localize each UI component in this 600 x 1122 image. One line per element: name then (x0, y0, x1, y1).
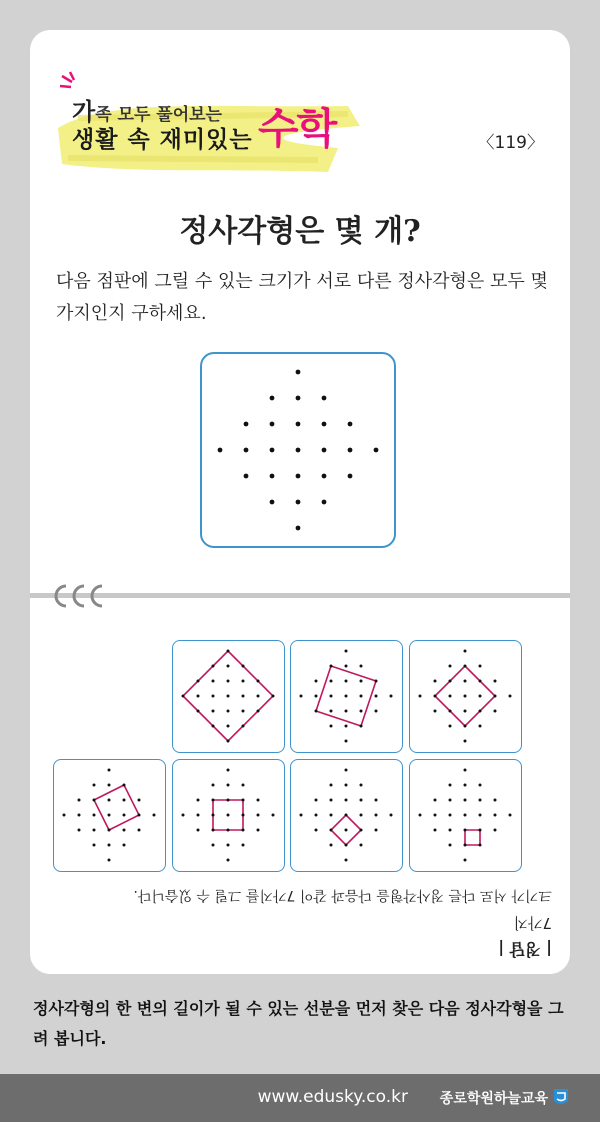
grid-dot (63, 814, 66, 817)
grid-dot (257, 710, 260, 713)
grid-dot (108, 769, 111, 772)
grid-dot (434, 695, 437, 698)
grid-dot (227, 650, 230, 653)
binder-rings-icon (52, 579, 116, 613)
grid-dot (330, 725, 333, 728)
grid-dot (212, 725, 215, 728)
grid-dot (315, 829, 318, 832)
grid-dot (296, 526, 301, 531)
grid-dot (360, 784, 363, 787)
grid-dot (360, 814, 363, 817)
grid-dot (78, 814, 81, 817)
grid-dot (227, 814, 230, 817)
grid-dot (345, 710, 348, 713)
square-outline (465, 830, 480, 845)
answer-dot-grid (291, 760, 401, 870)
answer-board-3 (409, 640, 522, 753)
grid-dot (330, 829, 333, 832)
grid-dot (227, 829, 230, 832)
grid-dot (93, 799, 96, 802)
grid-dot (479, 844, 482, 847)
grid-dot (93, 784, 96, 787)
upside-down-answer (54, 880, 564, 962)
math-label: 수학 (258, 104, 336, 153)
grid-dot (464, 769, 467, 772)
grid-dot (345, 784, 348, 787)
grid-dot (464, 650, 467, 653)
grid-dot (345, 799, 348, 802)
grid-dot (138, 799, 141, 802)
grid-dot (212, 784, 215, 787)
grid-dot (123, 784, 126, 787)
grid-dot (360, 665, 363, 668)
grid-dot (257, 799, 260, 802)
grid-dot (242, 784, 245, 787)
grid-dot (464, 799, 467, 802)
grid-dot (348, 422, 353, 427)
grid-dot (330, 710, 333, 713)
grid-dot (227, 680, 230, 683)
grid-dot (360, 844, 363, 847)
grid-dot (182, 814, 185, 817)
grid-dot (330, 680, 333, 683)
grid-dot (270, 500, 275, 505)
website-link[interactable]: www.edusky.co.kr (257, 1087, 408, 1107)
grid-dot (93, 829, 96, 832)
grid-dot (464, 844, 467, 847)
grid-dot (434, 680, 437, 683)
grid-dot (345, 725, 348, 728)
grid-dot (242, 695, 245, 698)
grid-dot (464, 680, 467, 683)
grid-dot (315, 695, 318, 698)
grid-dot (296, 474, 301, 479)
grid-dot (272, 695, 275, 698)
grid-dot (345, 650, 348, 653)
grid-dot (197, 695, 200, 698)
grid-dot (197, 829, 200, 832)
grid-dot (449, 680, 452, 683)
grid-dot (322, 500, 327, 505)
hint-text: 정사각형의 한 변의 길이가 될 수 있는 선분을 먼저 찾은 다음 정사각형을 그려 봅니다. (33, 999, 564, 1048)
grid-dot (494, 799, 497, 802)
grid-dot (242, 844, 245, 847)
grid-dot (123, 814, 126, 817)
grid-dot (419, 695, 422, 698)
grid-dot (227, 725, 230, 728)
grid-dot (348, 448, 353, 453)
grid-dot (322, 422, 327, 427)
grid-dot (360, 725, 363, 728)
grid-dot (212, 680, 215, 683)
grid-dot (138, 829, 141, 832)
grid-dot (227, 799, 230, 802)
grid-dot (212, 814, 215, 817)
grid-dot (464, 829, 467, 832)
grid-dot (270, 396, 275, 401)
grid-dot (494, 710, 497, 713)
grid-dot (123, 799, 126, 802)
grid-dot (449, 784, 452, 787)
grid-dot (212, 799, 215, 802)
grid-dot (494, 680, 497, 683)
grid-dot (345, 829, 348, 832)
grid-dot (218, 448, 223, 453)
grid-dot (257, 680, 260, 683)
grid-dot (227, 710, 230, 713)
grid-dot (270, 422, 275, 427)
answer-board-6 (290, 759, 403, 872)
series-title-first-char: 가 (72, 98, 96, 126)
grid-dot (108, 784, 111, 787)
series-title-line2: 생활 속 재미있는 (72, 127, 253, 153)
grid-dot (242, 814, 245, 817)
grid-dot (138, 814, 141, 817)
grid-dot (375, 829, 378, 832)
square-outline (94, 785, 139, 830)
grid-dot (464, 784, 467, 787)
grid-dot (296, 448, 301, 453)
answer-board-1 (172, 640, 285, 753)
grid-dot (242, 829, 245, 832)
grid-dot (330, 844, 333, 847)
grid-dot (464, 695, 467, 698)
answer-dot-grid (410, 641, 520, 751)
answer-explanation: 크기가 서로 다른 정사각형을 다음과 같이 7가지를 그릴 수 있습니다. (133, 887, 552, 903)
grid-dot (257, 695, 260, 698)
grid-dot (479, 695, 482, 698)
grid-dot (375, 695, 378, 698)
grid-dot (375, 799, 378, 802)
grid-dot (464, 725, 467, 728)
grid-dot (464, 859, 467, 862)
grid-dot (197, 799, 200, 802)
question-dot-board (200, 352, 396, 548)
grid-dot (390, 814, 393, 817)
grid-dot (479, 784, 482, 787)
problem-title: 정사각형은 몇 개? (179, 214, 421, 249)
grid-dot (464, 665, 467, 668)
grid-dot (244, 448, 249, 453)
grid-dot (330, 814, 333, 817)
grid-dot (449, 829, 452, 832)
series-title-rest: 족 모두 풀어보는 (95, 105, 222, 125)
grid-dot (434, 799, 437, 802)
grid-dot (212, 844, 215, 847)
grid-dot (345, 769, 348, 772)
grid-dot (330, 665, 333, 668)
grid-dot (330, 799, 333, 802)
grid-dot (227, 740, 230, 743)
grid-dot (345, 859, 348, 862)
grid-dot (242, 680, 245, 683)
grid-dot (108, 829, 111, 832)
grid-dot (509, 695, 512, 698)
grid-dot (212, 695, 215, 698)
grid-dot (479, 799, 482, 802)
grid-dot (449, 710, 452, 713)
grid-dot (227, 784, 230, 787)
grid-dot (296, 370, 301, 375)
issue-number: 〈119〉 (477, 133, 544, 153)
grid-dot (479, 725, 482, 728)
grid-dot (449, 665, 452, 668)
grid-dot (315, 799, 318, 802)
grid-dot (315, 710, 318, 713)
grid-dot (244, 474, 249, 479)
grid-dot (464, 710, 467, 713)
grid-dot (360, 695, 363, 698)
grid-dot (315, 814, 318, 817)
problem-card (30, 30, 570, 974)
grid-dot (434, 814, 437, 817)
grid-dot (197, 680, 200, 683)
grid-dot (227, 844, 230, 847)
grid-dot (315, 680, 318, 683)
answer-board-5 (172, 759, 285, 872)
brand-name: 종로학원하늘교육 (439, 1091, 548, 1107)
answer-board-2 (290, 640, 403, 753)
grid-dot (322, 448, 327, 453)
grid-dot (272, 814, 275, 817)
grid-dot (479, 665, 482, 668)
grid-dot (449, 799, 452, 802)
grid-dot (197, 710, 200, 713)
answer-board-7 (409, 759, 522, 872)
grid-dot (227, 695, 230, 698)
grid-dot (345, 740, 348, 743)
answer-board-4 (53, 759, 166, 872)
answer-short: 7가지 (513, 914, 552, 932)
grid-dot (479, 680, 482, 683)
answer-dot-grid (54, 760, 164, 870)
grid-dot (449, 844, 452, 847)
grid-dot (300, 814, 303, 817)
grid-dot (464, 814, 467, 817)
footer-bar (0, 1074, 600, 1122)
problem-question: 다음 점판에 그릴 수 있는 크기가 서로 다른 정사각형은 모두 몇 가지인지 구하세요. (56, 271, 548, 324)
grid-dot (212, 710, 215, 713)
grid-dot (434, 710, 437, 713)
grid-dot (322, 396, 327, 401)
grid-dot (345, 814, 348, 817)
answer-dot-grid (410, 760, 520, 870)
grid-dot (123, 829, 126, 832)
grid-dot (182, 695, 185, 698)
grid-dot (93, 844, 96, 847)
grid-dot (227, 769, 230, 772)
grid-dot (494, 814, 497, 817)
grid-dot (93, 814, 96, 817)
grid-dot (360, 799, 363, 802)
grid-dot (479, 814, 482, 817)
grid-dot (78, 799, 81, 802)
grid-dot (212, 665, 215, 668)
grid-dot (330, 695, 333, 698)
grid-dot (348, 474, 353, 479)
grid-dot (509, 814, 512, 817)
grid-dot (419, 814, 422, 817)
grid-dot (375, 814, 378, 817)
grid-dot (108, 799, 111, 802)
grid-dot (449, 814, 452, 817)
grid-dot (108, 814, 111, 817)
grid-dot (464, 740, 467, 743)
grid-dot (345, 844, 348, 847)
grid-dot (374, 448, 379, 453)
grid-dot (375, 680, 378, 683)
grid-dot (494, 695, 497, 698)
grid-dot (322, 474, 327, 479)
grid-dot (108, 859, 111, 862)
brand-logo-icon (552, 1087, 570, 1107)
grid-dot (345, 665, 348, 668)
grid-dot (360, 680, 363, 683)
answer-dot-grid (173, 760, 283, 870)
series-header (30, 30, 570, 210)
grid-dot (227, 859, 230, 862)
grid-dot (242, 665, 245, 668)
question-dot-grid (202, 354, 394, 546)
grid-dot (296, 422, 301, 427)
grid-dot (449, 695, 452, 698)
answer-label: | 정답 | (498, 940, 552, 959)
grid-dot (212, 829, 215, 832)
grid-dot (242, 725, 245, 728)
grid-dot (479, 710, 482, 713)
grid-dot (479, 829, 482, 832)
grid-dot (360, 710, 363, 713)
grid-dot (197, 814, 200, 817)
grid-dot (449, 725, 452, 728)
grid-dot (360, 829, 363, 832)
grid-dot (108, 844, 111, 847)
grid-dot (227, 665, 230, 668)
answer-dot-grid (173, 641, 283, 751)
grid-dot (345, 680, 348, 683)
grid-dot (345, 695, 348, 698)
grid-dot (244, 422, 249, 427)
grid-dot (123, 844, 126, 847)
grid-dot (494, 829, 497, 832)
grid-dot (242, 710, 245, 713)
answer-dot-grid (291, 641, 401, 751)
grid-dot (270, 474, 275, 479)
grid-dot (330, 784, 333, 787)
grid-dot (78, 829, 81, 832)
grid-dot (257, 814, 260, 817)
grid-dot (300, 695, 303, 698)
grid-dot (434, 829, 437, 832)
grid-dot (242, 799, 245, 802)
grid-dot (296, 500, 301, 505)
grid-dot (270, 448, 275, 453)
grid-dot (153, 814, 156, 817)
grid-dot (257, 829, 260, 832)
grid-dot (390, 695, 393, 698)
grid-dot (375, 710, 378, 713)
grid-dot (296, 396, 301, 401)
